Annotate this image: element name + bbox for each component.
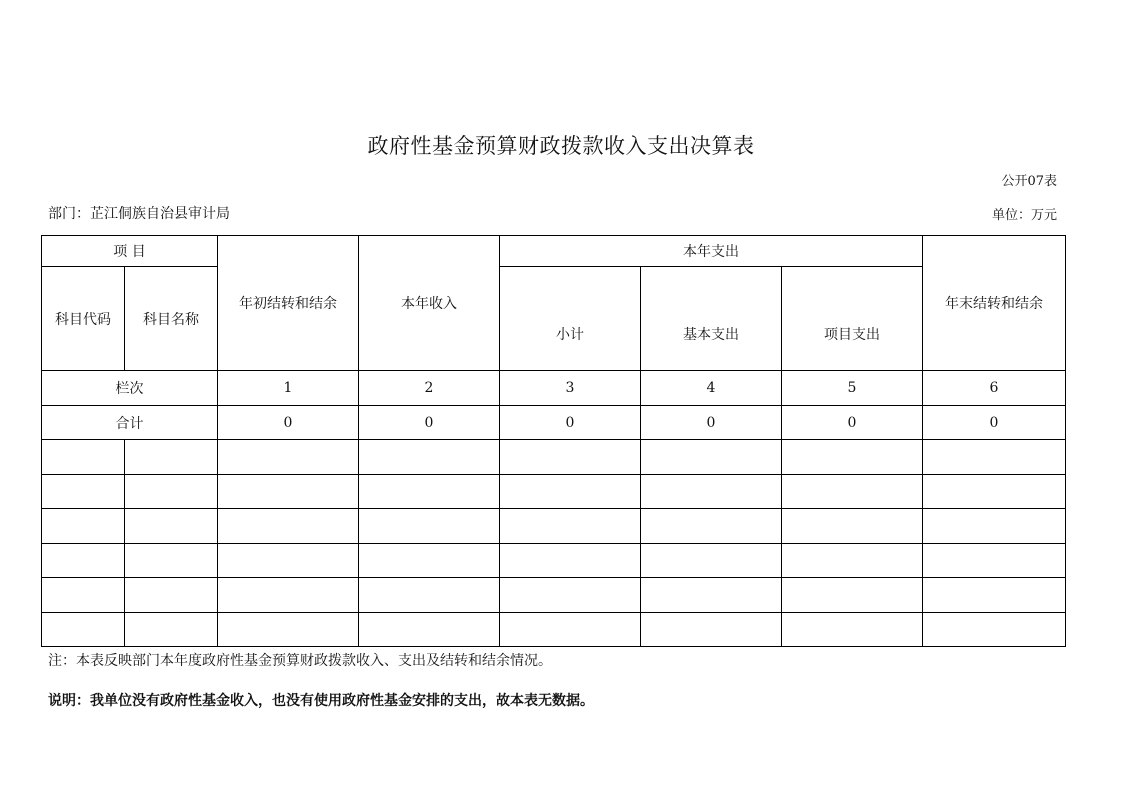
department-label: 部门：芷江侗族自治县审计局 bbox=[48, 206, 230, 222]
column-number: 6 bbox=[923, 371, 1066, 406]
page-title: 政府性基金预算财政拨款收入支出决算表 bbox=[367, 134, 755, 158]
column-number: 1 bbox=[218, 371, 359, 406]
unit-label: 单位：万元 bbox=[991, 208, 1057, 223]
total-value: 0 bbox=[923, 406, 1066, 440]
table-row bbox=[42, 509, 1066, 544]
table-row bbox=[42, 544, 1066, 578]
header-subtotal: 小计 bbox=[500, 267, 641, 371]
total-row bbox=[42, 406, 1066, 440]
form-number: 公开07表 bbox=[1001, 174, 1057, 189]
total-value: 0 bbox=[782, 406, 923, 440]
total-value: 0 bbox=[218, 406, 359, 440]
header-project: 项目支出 bbox=[782, 267, 923, 371]
header-code: 科目代码 bbox=[42, 267, 125, 371]
column-number: 5 bbox=[782, 371, 923, 406]
header-begin-balance: 年初结转和结余 bbox=[218, 236, 359, 371]
header-end-balance: 年末结转和结余 bbox=[923, 236, 1066, 371]
total-value: 0 bbox=[359, 406, 500, 440]
header-expense: 本年支出 bbox=[500, 236, 923, 267]
total-label: 合计 bbox=[42, 406, 218, 440]
table-note: 注：本表反映部门本年度政府性基金预算财政拨款收入、支出及结转和结余情况。 bbox=[48, 653, 552, 669]
explanation-text: 说明：我单位没有政府性基金收入，也没有使用政府性基金安排的支出，故本表无数据。 bbox=[48, 693, 594, 709]
column-number: 2 bbox=[359, 371, 500, 406]
total-value: 0 bbox=[500, 406, 641, 440]
table-row bbox=[42, 613, 1066, 647]
table-row bbox=[42, 440, 1066, 475]
header-name: 科目名称 bbox=[125, 267, 218, 371]
table-row bbox=[42, 475, 1066, 509]
budget-table bbox=[41, 235, 1066, 647]
table-row bbox=[42, 578, 1066, 613]
column-number-row bbox=[42, 371, 1066, 406]
header-item: 项 目 bbox=[42, 236, 218, 267]
column-label: 栏次 bbox=[42, 371, 218, 406]
header-income: 本年收入 bbox=[359, 236, 500, 371]
column-number: 3 bbox=[500, 371, 641, 406]
header-basic: 基本支出 bbox=[641, 267, 782, 371]
column-number: 4 bbox=[641, 371, 782, 406]
total-value: 0 bbox=[641, 406, 782, 440]
